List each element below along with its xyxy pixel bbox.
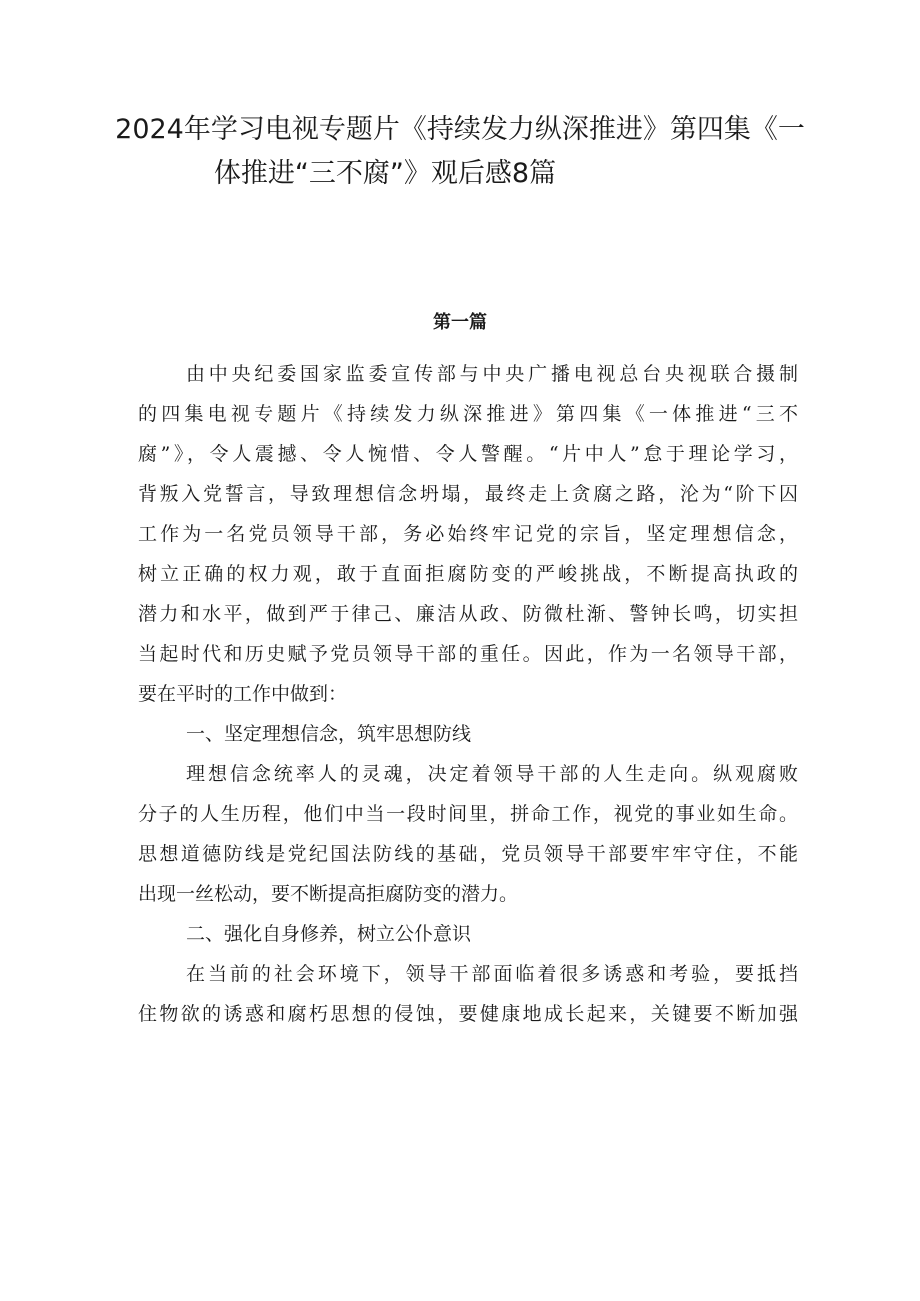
body-line: 出现一丝松动，要不断提高拒腐防变的潜力。 (138, 883, 519, 905)
title-line-2: 体推进“三不腐”》观后感8篇 (213, 158, 557, 189)
body-text (138, 354, 798, 1034)
body-line: 一、坚定理想信念，筑牢思想防线 (186, 723, 472, 745)
body-line: 要在平时的工作中做到： (138, 683, 348, 705)
section-heading: 第一篇 (433, 312, 487, 333)
body-line: 树立正确的权力观，敢于直面拒腐防变的严峻挑战，不断提高执政的 (138, 563, 798, 585)
body-line: 的四集电视专题片《持续发力纵深推进》第四集《一体推进“三不 (138, 403, 798, 425)
body-line: 分子的人生历程，他们中当一段时间里，拼命工作，视党的事业如生命。 (138, 803, 798, 825)
title-line-1: 2024年学习电视专题片《持续发力纵深推进》第四集《一 (115, 114, 805, 145)
body-line: 在当前的社会环境下，领导干部面临着很多诱惑和考验，要抵挡 (186, 963, 798, 985)
body-line: 工作为一名党员领导干部，务必始终牢记党的宗旨，坚定理想信念， (138, 523, 798, 545)
body-line: 二、强化自身修养，树立公仆意识 (186, 923, 472, 945)
body-line: 潜力和水平，做到严于律己、廉洁从政、防微杜渐、警钟长鸣，切实担 (138, 603, 798, 625)
body-line: 理想信念统率人的灵魂，决定着领导干部的人生走向。纵观腐败 (186, 763, 798, 785)
body-line: 当起时代和历史赋予党员领导干部的重任。因此，作为一名领导干部， (138, 643, 798, 665)
body-line: 背叛入党誓言，导致理想信念坍塌，最终走上贪腐之路，沦为“阶下囚 (138, 483, 798, 505)
body-line: 腐”》，令人震撼、令人惋惜、令人警醒。“片中人”怠于理论学习， (138, 443, 798, 465)
body-line: 住物欲的诱惑和腐朽思想的侵蚀，要健康地成长起来，关键要不断加强 (138, 1003, 798, 1025)
body-line: 由中央纪委国家监委宣传部与中央广播电视总台央视联合摄制 (186, 363, 798, 385)
document-title (0, 108, 920, 196)
body-line: 思想道德防线是党纪国法防线的基础，党员领导干部要牢牢守住，不能 (138, 843, 798, 865)
